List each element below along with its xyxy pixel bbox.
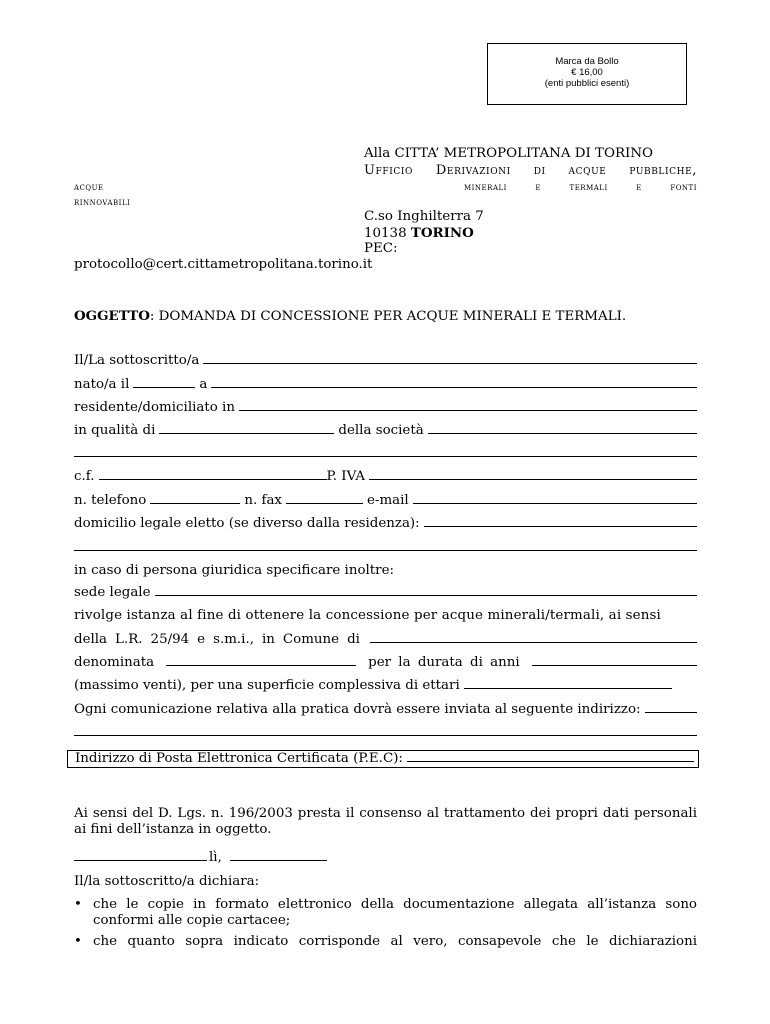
stamp-exemption: (enti pubblici esenti): [544, 78, 630, 89]
subject-line: OGGETTO: DOMANDA DI CONCESSIONE PER ACQUE MINERALI E TERMALI.: [74, 308, 627, 324]
field-blank-3[interactable]: [74, 725, 697, 736]
place-date-field[interactable]: lì,: [74, 850, 331, 865]
field-blank-2[interactable]: [74, 540, 697, 551]
field-residente[interactable]: residente/domiciliato in: [74, 400, 697, 415]
field-blank-1[interactable]: [74, 446, 697, 457]
recipient-street: C.so Inghilterra 7: [364, 209, 484, 224]
field-denominata[interactable]: denominata per la durata di anni: [74, 655, 697, 670]
recipient-office: Ufficio Derivazioni di acque pubbliche,: [364, 163, 697, 178]
persona-giuridica-note: in caso di persona giuridica specificare inoltre:: [74, 563, 395, 578]
istanza-text: rivolge istanza al fine di ottenere la concessione per acque minerali/termali, ai sensi: [74, 608, 661, 623]
recipient-pec-label: PEC:: [364, 241, 398, 256]
field-ettari[interactable]: (massimo venti), per una superficie complessiva di ettari: [74, 678, 672, 693]
recipient-office-acque: acque: [74, 181, 104, 193]
field-domicilio[interactable]: domicilio legale eletto (se diverso dalla residenza):: [74, 516, 697, 531]
recipient-pec-email: protocollo@cert.cittametropolitana.torino.it: [74, 257, 373, 272]
stamp-box: [487, 43, 687, 105]
recipient-city: 10138 TORINO: [364, 225, 474, 241]
field-contatti[interactable]: n. telefono n. fax e-mail: [74, 493, 697, 508]
field-nato[interactable]: nato/a il a: [74, 377, 697, 392]
declaration-item: • che le copie in formato elettronico della documentazione allegata all’istanza sono conformi alle copie cartacee;: [74, 897, 697, 928]
field-indirizzo[interactable]: Ogni comunicazione relativa alla pratica dovrà essere inviata al seguente indirizzo:: [74, 702, 697, 717]
field-cf-piva[interactable]: c.f. P. IVA: [74, 469, 697, 484]
stamp-amount: € 16,00: [571, 67, 603, 78]
recipient-office-rinnovabili: rinnovabili: [74, 196, 131, 208]
declaration-item: • che quanto sopra indicato corrisponde al vero, consapevole che le dichiarazioni: [74, 934, 697, 949]
field-qualita[interactable]: in qualità di della società: [74, 423, 697, 438]
recipient-title: Alla CITTA’ METROPOLITANA DI TORINO: [364, 146, 654, 161]
pec-field[interactable]: Indirizzo di Posta Elettronica Certificata (P.E.C):: [67, 750, 699, 768]
declaration-intro: Il/la sottoscritto/a dichiara:: [74, 874, 260, 889]
field-sottoscritto[interactable]: Il/La sottoscritto/a: [74, 353, 697, 368]
privacy-consent: Ai sensi del D. Lgs. n. 196/2003 presta il consenso al trattamento dei propri dati personali ai fini dell’istanza in oggetto.: [74, 806, 697, 837]
field-sede-legale[interactable]: sede legale: [74, 585, 697, 600]
recipient-office-cont: minerali e termali e fonti: [464, 181, 697, 193]
field-comune[interactable]: della L.R. 25/94 e s.m.i., in Comune di: [74, 632, 697, 647]
stamp-title: Marca da Bollo: [555, 56, 619, 67]
